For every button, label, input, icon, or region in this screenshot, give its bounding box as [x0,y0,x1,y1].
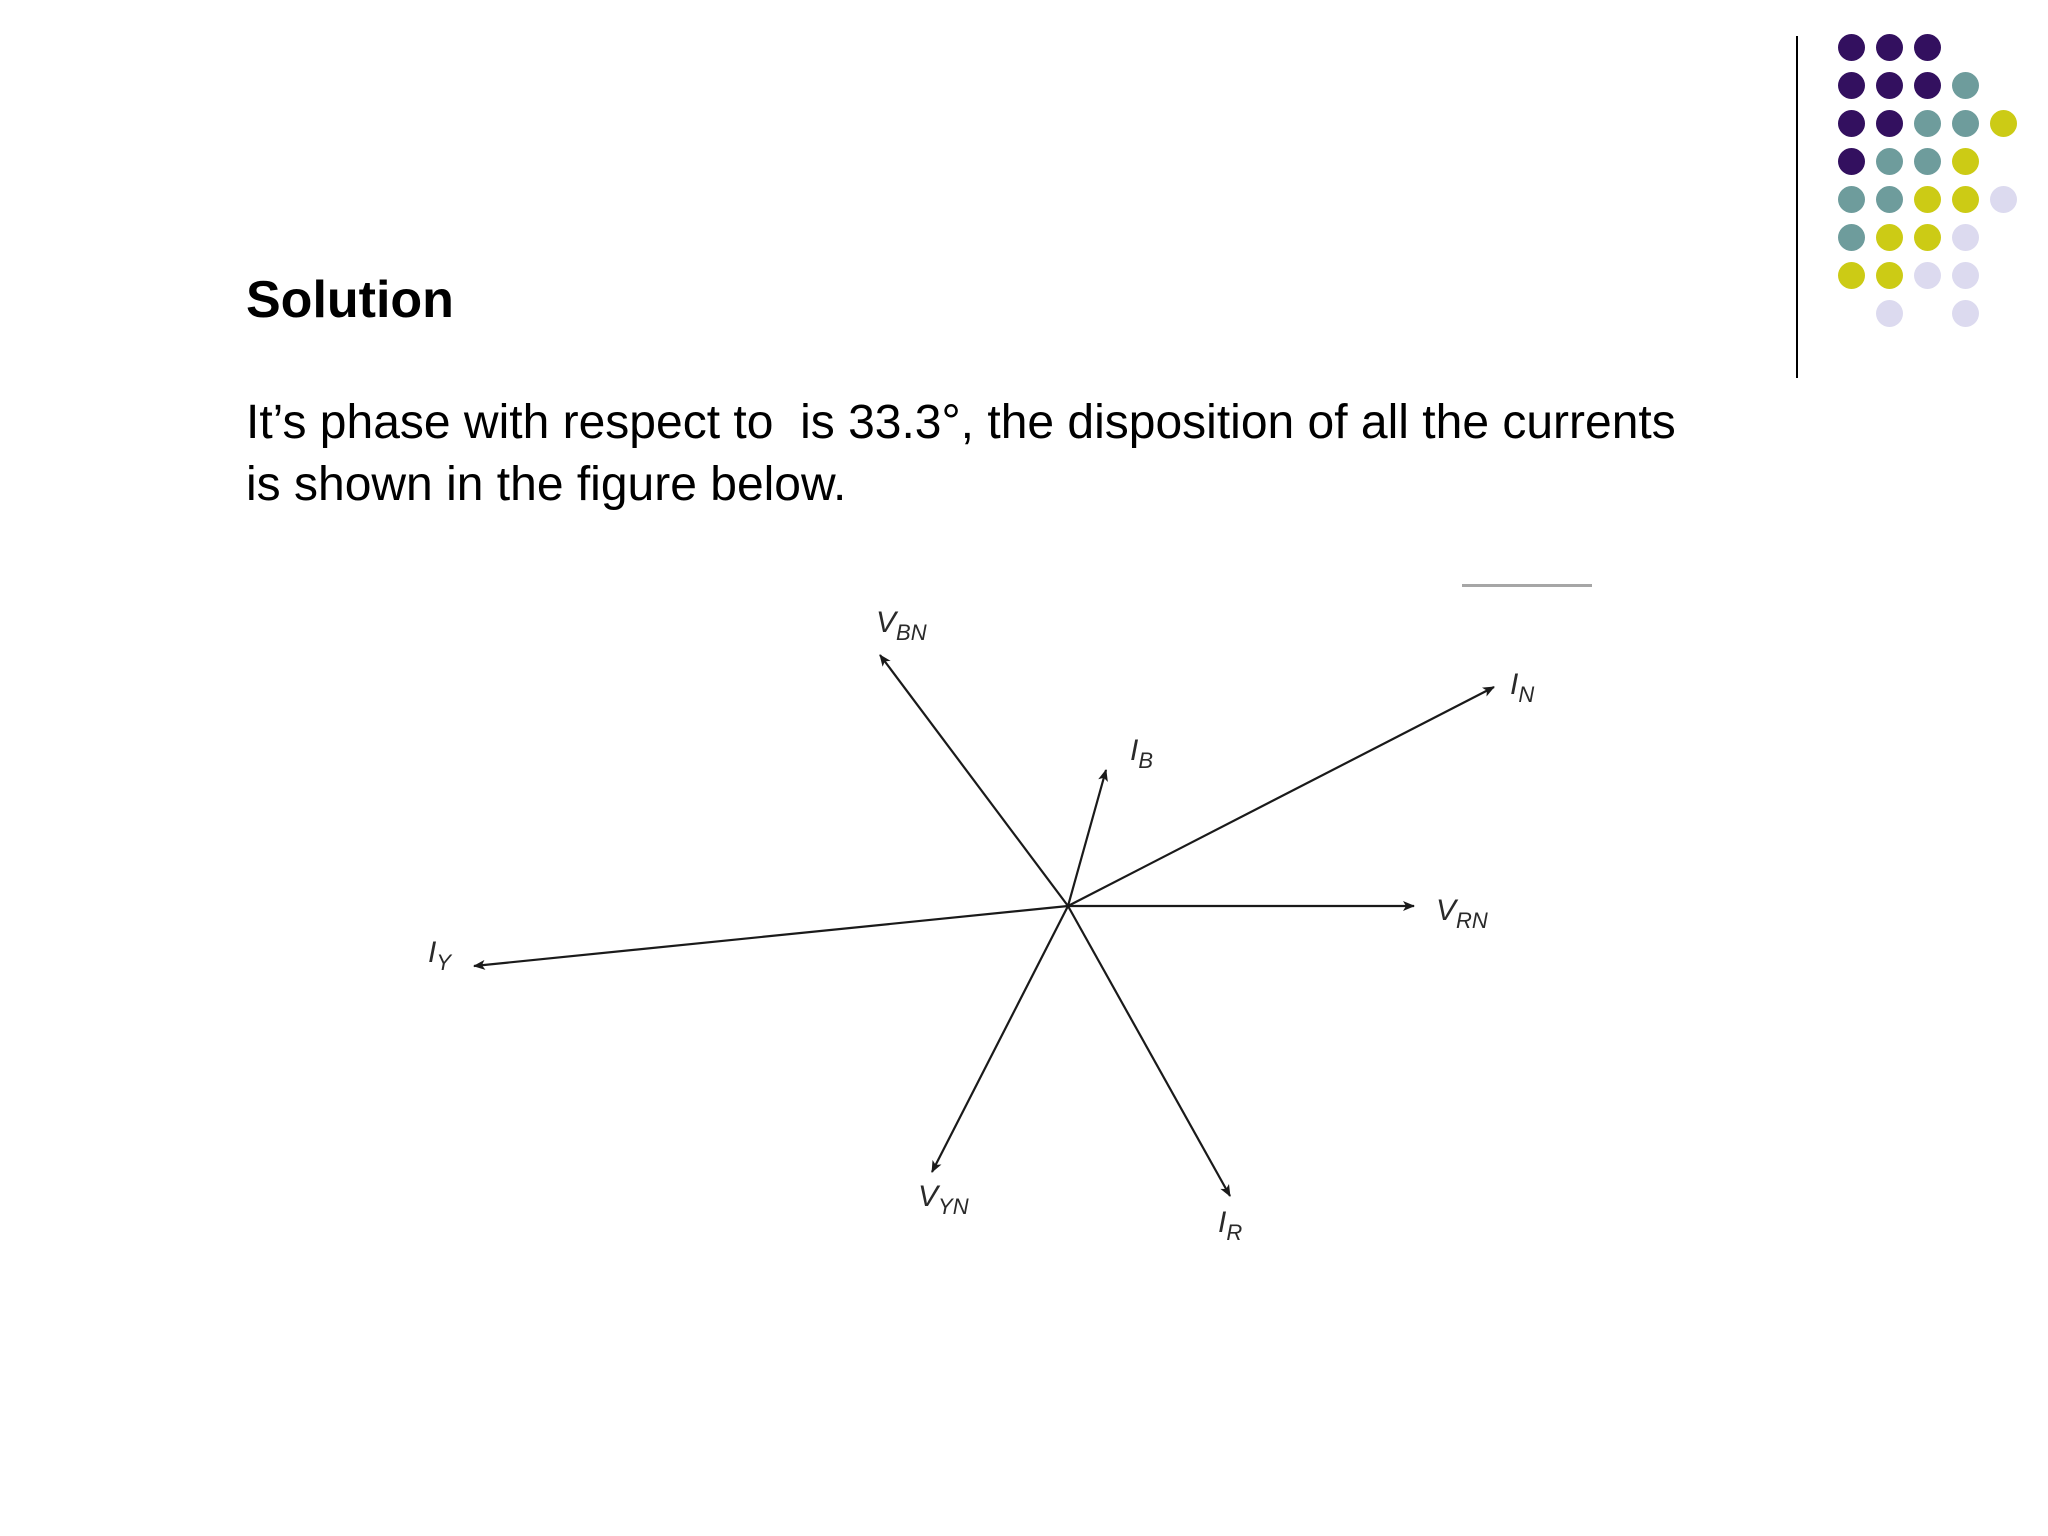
label-i-r: $I_R$ [1218,1206,1243,1245]
phasor-i-y [474,906,1068,966]
label-i-n: $I_N$ [1510,668,1535,707]
label-i-y: $I_Y$ [428,936,452,975]
label-i-b: $I_B$ [1130,734,1154,773]
phasor-i-n [1068,687,1494,906]
slide-heading: Solution [246,271,454,329]
phasor-i-b [1068,770,1106,906]
phasor-v-yn [932,906,1068,1172]
label-v-yn: $V_{YN}$ [918,1180,969,1219]
body-line-2: is shown in the figure below. [246,458,847,511]
phasor-i-r [1068,906,1230,1196]
label-v-bn: $V_{BN}$ [876,606,927,645]
label-v-rn: $V_{RN}$ [1436,894,1488,933]
phasor-v-bn [880,655,1068,906]
body-line-1: It’s phase with respect to is 33.3°, the disposition of all the currents [246,396,1676,449]
